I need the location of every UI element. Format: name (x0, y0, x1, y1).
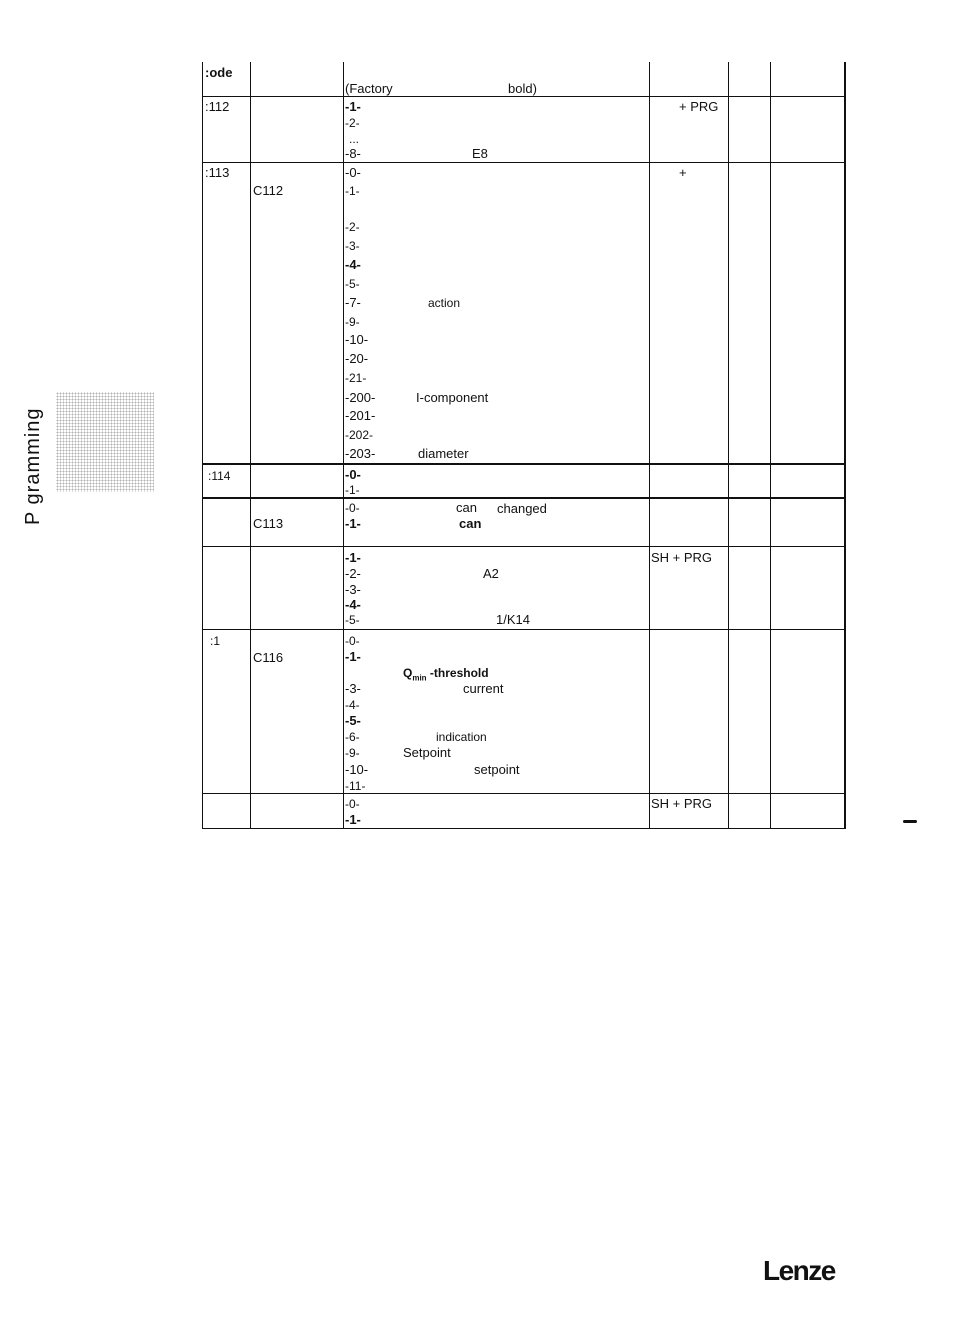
value-item: -1- (345, 516, 361, 531)
page-mark (903, 820, 917, 823)
table-border-right (844, 62, 846, 829)
value-item: -0- (345, 165, 361, 180)
value-text: current (463, 681, 504, 696)
value-item: -11- (345, 779, 366, 793)
value-item: -9- (345, 746, 360, 760)
table-border-left (202, 62, 203, 829)
value-item: -1- (345, 99, 361, 114)
row-divider (202, 463, 845, 465)
value-item: -2- (345, 566, 361, 581)
header-bold-note: bold) (508, 81, 537, 96)
value-item: -5- (345, 277, 360, 291)
row-divider (202, 96, 845, 97)
value-item: -201- (345, 408, 376, 423)
value-item: -21- (345, 371, 367, 385)
column-divider (728, 62, 729, 829)
value-item: -1- (345, 550, 361, 565)
row-divider (202, 497, 845, 499)
reference-code: C112 (253, 183, 284, 198)
row-divider (202, 828, 845, 829)
row-divider (202, 546, 845, 547)
column-divider (649, 62, 650, 829)
value-text: diameter (418, 446, 469, 461)
access-level: SH + PRG (651, 550, 713, 565)
value-text: action (428, 296, 461, 310)
value-item: -1- (345, 184, 360, 198)
section-label-vertical: P gramming (22, 407, 44, 525)
value-item: -203- (345, 446, 376, 461)
value-item: -3- (345, 239, 360, 253)
value-item: -20- (345, 351, 369, 366)
value-text: can (459, 516, 482, 531)
value-item: -4- (345, 698, 360, 712)
reference-code: C113 (253, 516, 284, 531)
value-item: -10- (345, 332, 369, 347)
code-c113: :113 (205, 165, 230, 180)
header-code: :ode (205, 65, 233, 80)
access-level: + (679, 165, 687, 180)
value-text: E8 (472, 146, 488, 161)
halftone-marker (56, 392, 154, 492)
value-text: changed (497, 501, 547, 516)
value-item: -0- (345, 634, 360, 648)
value-text: indication (436, 730, 487, 744)
value-item: -0- (345, 467, 361, 482)
value-text: I-component (416, 390, 489, 405)
value-item: -0- (345, 501, 360, 515)
value-item: -4- (345, 257, 361, 272)
code-c112: :112 (205, 99, 230, 114)
value-item: -9- (345, 315, 360, 329)
value-item: -3- (345, 681, 361, 696)
column-divider (770, 62, 771, 829)
value-item: -8- (345, 146, 361, 161)
ellipsis: ... (349, 132, 360, 146)
value-item: -5- (345, 613, 360, 627)
value-text: A2 (483, 566, 499, 581)
lenze-logo: Lenze (763, 1255, 835, 1286)
value-item: -0- (345, 797, 360, 811)
code-partial: :1 (210, 634, 221, 648)
qmin-threshold: $Q_{min}$ -threshold (403, 666, 489, 683)
value-text: can (456, 500, 477, 515)
value-item: -2- (345, 116, 360, 130)
row-divider (202, 793, 845, 794)
row-divider (202, 629, 845, 630)
value-item: -1- (345, 649, 361, 664)
value-text: Setpoint (403, 745, 451, 760)
value-item: -200- (345, 390, 376, 405)
value-item: -3- (345, 582, 361, 597)
value-item: -5- (345, 713, 361, 728)
reference-code: C116 (253, 650, 284, 665)
value-item: -202- (345, 428, 374, 442)
value-item: -4- (345, 597, 361, 612)
value-item: -10- (345, 762, 369, 777)
access-level: SH + PRG (651, 796, 713, 811)
column-divider (343, 62, 344, 829)
header-factory-note: (Factory (345, 81, 393, 96)
column-divider (250, 62, 251, 829)
value-item: -7- (345, 295, 361, 310)
value-item: -6- (345, 730, 360, 744)
access-level: + PRG (679, 99, 719, 114)
value-text: 1/K14 (496, 612, 530, 627)
code-c114: :114 (208, 469, 231, 483)
value-item: -1- (345, 483, 360, 497)
row-divider (202, 162, 845, 163)
value-item: -1- (345, 812, 361, 827)
value-text: setpoint (474, 762, 520, 777)
value-item: -2- (345, 220, 360, 234)
